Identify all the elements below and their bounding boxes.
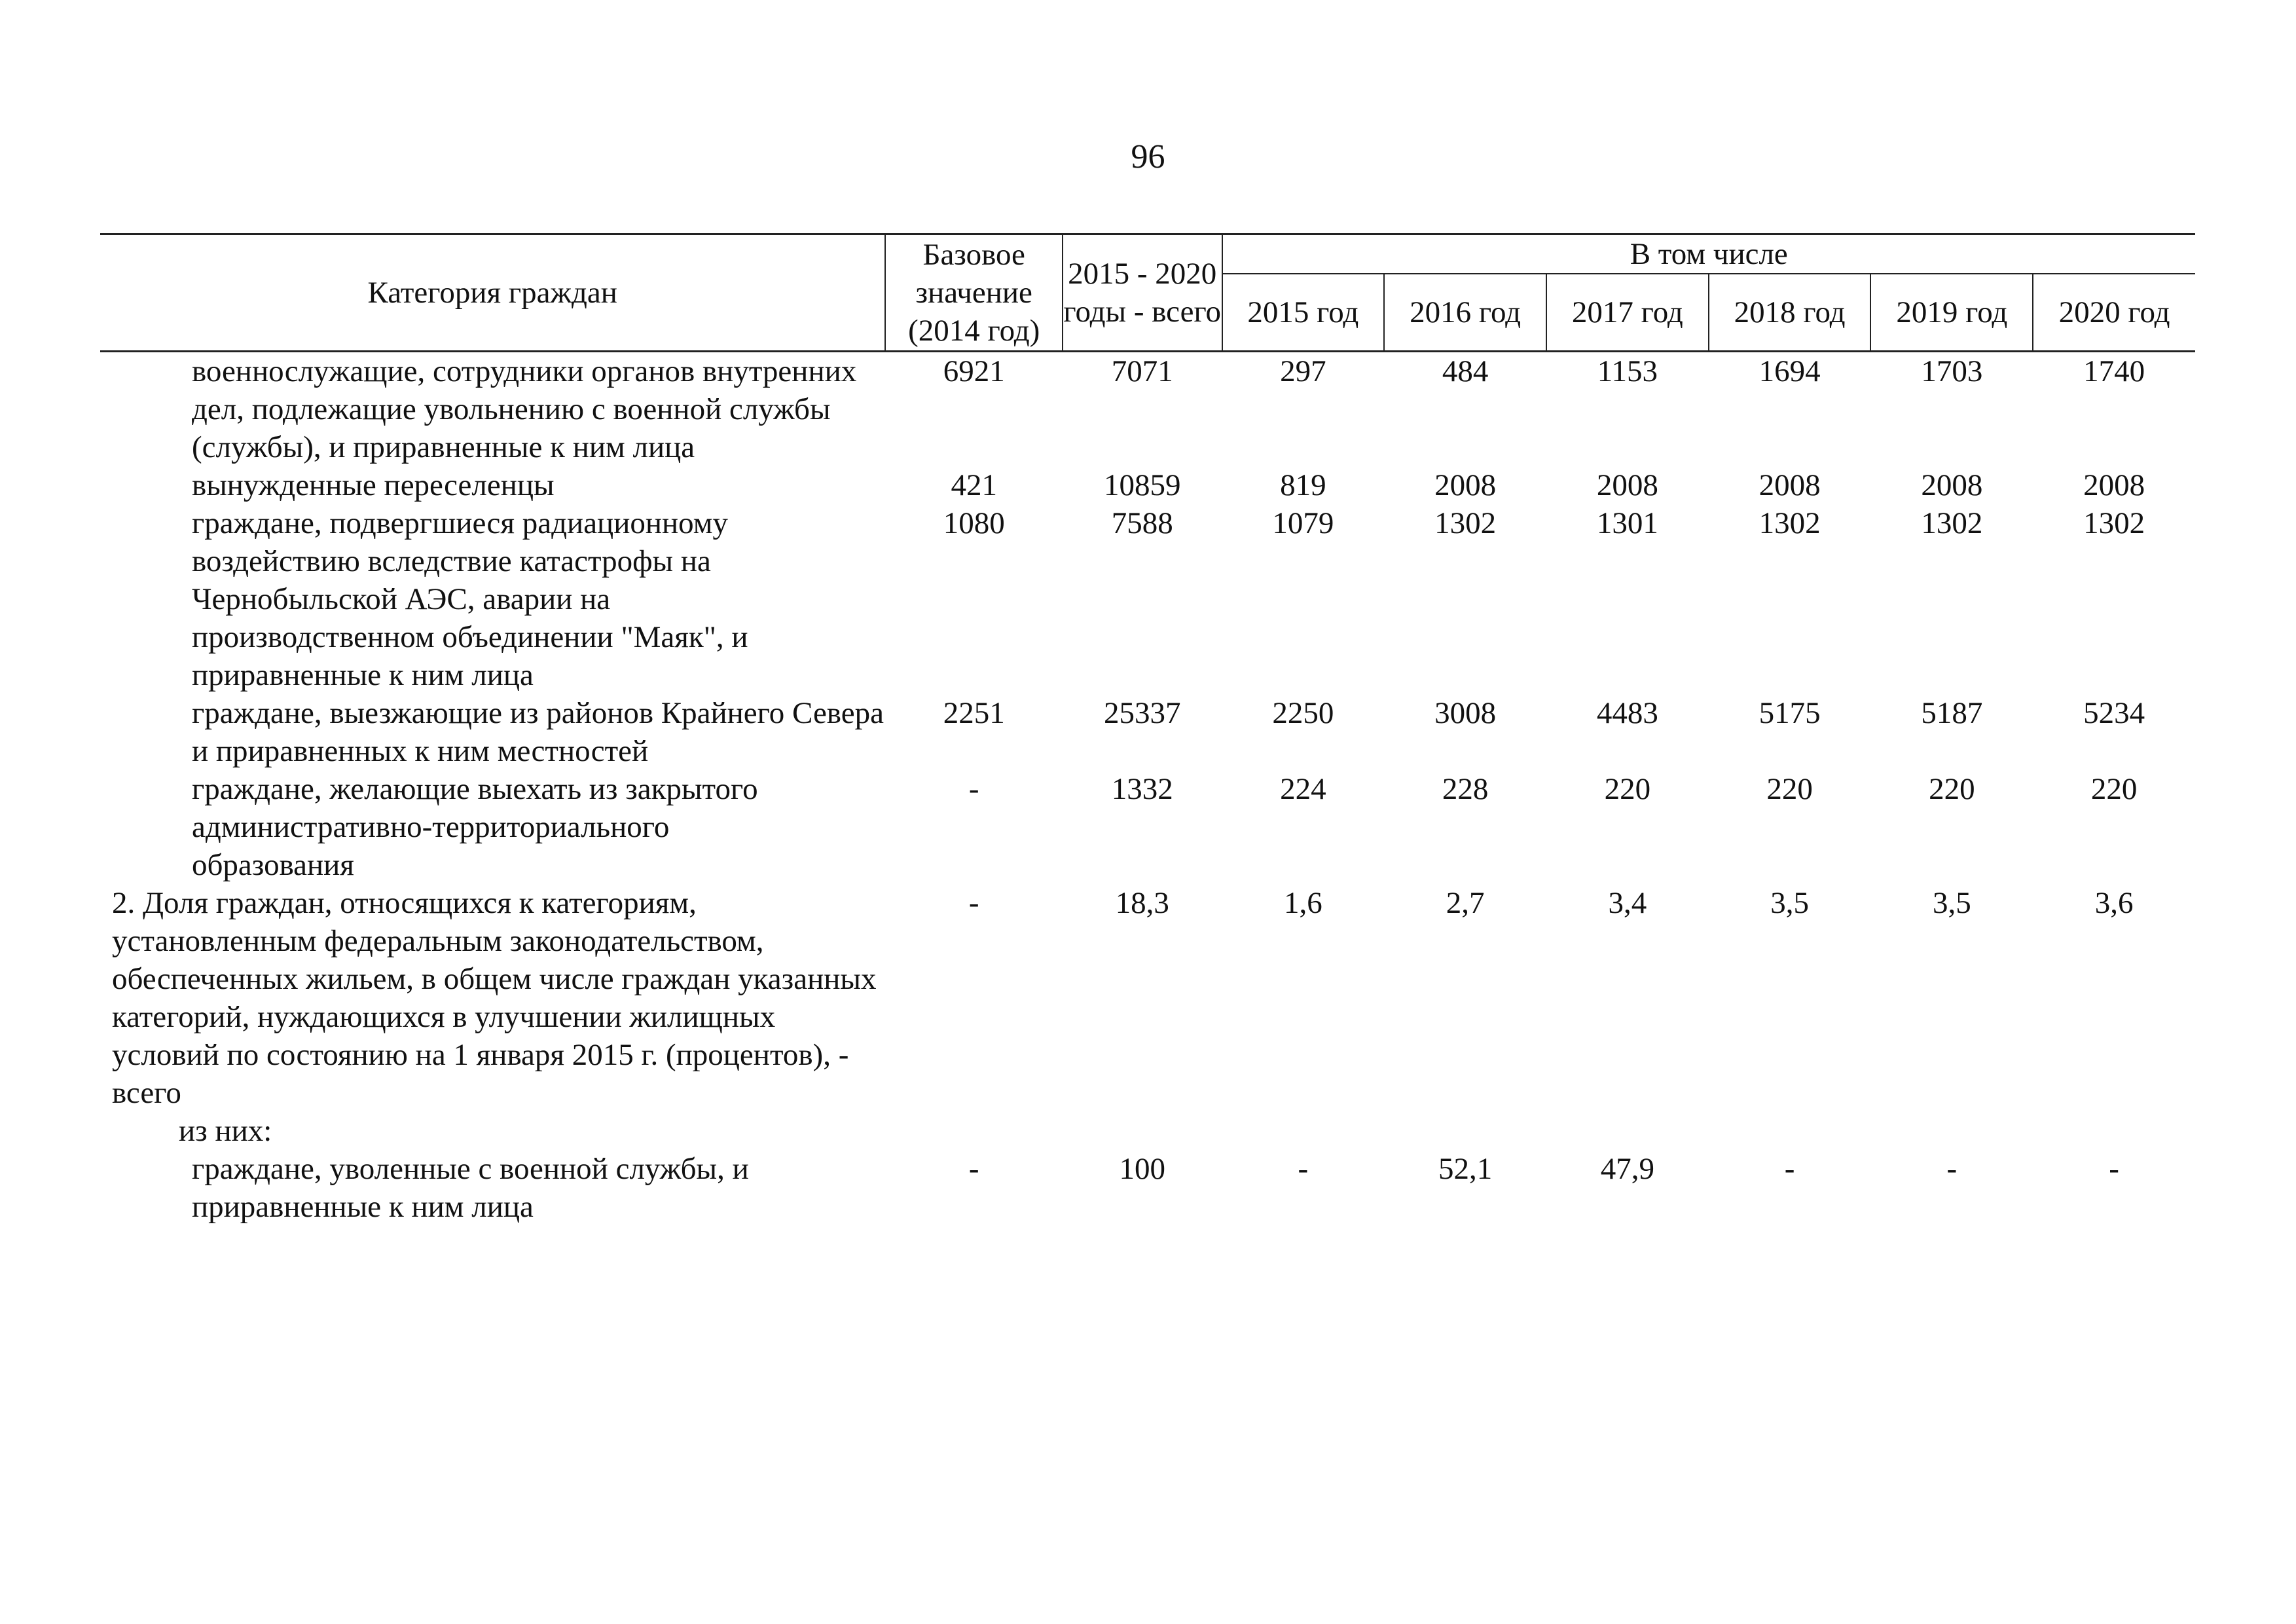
header-base-value: Базовое значение (2014 год) [885,234,1062,352]
cell-base: - [968,772,979,806]
cell-total: 7071 [1111,354,1173,388]
header-year-2017: 2017 год [1546,274,1709,352]
cell-2020: 3,6 [2094,886,2134,920]
row-category: граждане, уволенные с военной службы, и приравненные к ним лица [192,1152,749,1224]
cell-2016: 3008 [1434,696,1497,730]
cell-base: 6921 [943,354,1005,388]
header-year-2016: 2016 год [1384,274,1546,352]
indicators-table [100,233,2195,1226]
cell-2015: 819 [1280,468,1326,502]
cell-2019: 2008 [1921,468,1983,502]
cell-base: 2251 [943,696,1005,730]
cell-base: 421 [951,468,997,502]
cell-2019: 3,5 [1932,886,1971,920]
cell-2019: 220 [1929,772,1975,806]
header-year-2020: 2020 год [2033,274,2195,352]
cell-2016: 52,1 [1438,1152,1493,1186]
cell-2020: 1302 [2083,506,2145,540]
cell-2015: 224 [1280,772,1326,806]
cell-2020: 2008 [2083,468,2145,502]
row-category: граждане, выезжающие из районов Крайнего Севера и приравненных к ним местностей [192,696,884,768]
row-category: 2. Доля граждан, относящихся к категориям, установленным федеральным законодательством, обеспеченных жильем, в общем числе граждан указанных категорий, нуждающихся в улучшении жилищных условий по состоянию на 1 января 2015 г. (процентов), - всего [112,886,877,1110]
cell-2016: 2,7 [1446,886,1485,920]
header-year-2019: 2019 год [1870,274,2033,352]
cell-2017: 220 [1604,772,1651,806]
cell-2016: 484 [1442,354,1489,388]
cell-total: 18,3 [1115,886,1169,920]
cell-2018: 5175 [1758,696,1821,730]
table-row [100,884,2195,1112]
row-category: из них: [179,1114,272,1148]
cell-2019: 5187 [1921,696,1983,730]
cell-total: 10859 [1103,468,1181,502]
row-category: граждане, желающие выехать из закрытого административно-территориального образования [192,772,758,882]
cell-2018: 3,5 [1770,886,1809,920]
table-row [100,1112,2195,1150]
header-total: 2015 - 2020 годы - всего [1063,234,1222,352]
header-year-2018: 2018 год [1709,274,1871,352]
cell-2016: 228 [1442,772,1489,806]
cell-2020: - [2109,1152,2119,1186]
cell-2019: - [1946,1152,1958,1186]
cell-total: 100 [1119,1152,1165,1186]
cell-2020: 5234 [2083,696,2145,730]
cell-2015: 1,6 [1284,886,1322,920]
cell-2017: 4483 [1596,696,1658,730]
table-row [100,1150,2195,1226]
cell-total: 1332 [1111,772,1173,806]
cell-base: - [968,886,979,920]
cell-total: 7588 [1111,506,1173,540]
cell-2018: - [1784,1152,1795,1186]
table-row [100,694,2195,770]
cell-base: - [968,1152,979,1186]
page-number: 96 [1131,138,1165,175]
cell-2015: 2250 [1272,696,1334,730]
row-category: военнослужащие, сотрудники органов внутренних дел, подлежащие увольнению с военной службы (службы), и приравненные к ним лица [192,354,857,464]
cell-2015: 297 [1280,354,1326,388]
cell-2017: 1153 [1597,354,1658,388]
header-including: В том числе [1222,234,2195,274]
cell-2016: 1302 [1434,506,1497,540]
cell-2016: 2008 [1434,468,1497,502]
table-row [100,504,2195,694]
cell-2015: 1079 [1272,506,1334,540]
table-row [100,466,2195,504]
cell-2017: 3,4 [1608,886,1647,920]
cell-2020: 220 [2090,772,2138,806]
row-category: граждане, подвергшиеся радиационному воздействию вследствие катастрофы на Чернобыльской АЭС, аварии на производственном объединении "Маяк", и приравненные к ним лица [192,506,748,692]
table-row [100,352,2195,467]
cell-base: 1080 [943,506,1005,540]
row-category: вынужденные переселенцы [192,468,555,502]
cell-2015: - [1298,1152,1309,1186]
cell-2019: 1703 [1921,354,1983,388]
cell-2017: 2008 [1596,468,1658,502]
cell-2020: 1740 [2083,354,2145,388]
cell-2018: 1694 [1758,354,1821,388]
cell-2018: 1302 [1758,506,1821,540]
header-category: Категория граждан [100,234,885,352]
cell-2017: 1301 [1596,506,1658,540]
cell-2019: 1302 [1921,506,1983,540]
header-year-2015: 2015 год [1222,274,1385,352]
cell-2018: 220 [1766,772,1813,806]
cell-2017: 47,9 [1600,1152,1654,1186]
cell-total: 25337 [1103,696,1181,730]
table-row [100,770,2195,884]
cell-2018: 2008 [1758,468,1821,502]
